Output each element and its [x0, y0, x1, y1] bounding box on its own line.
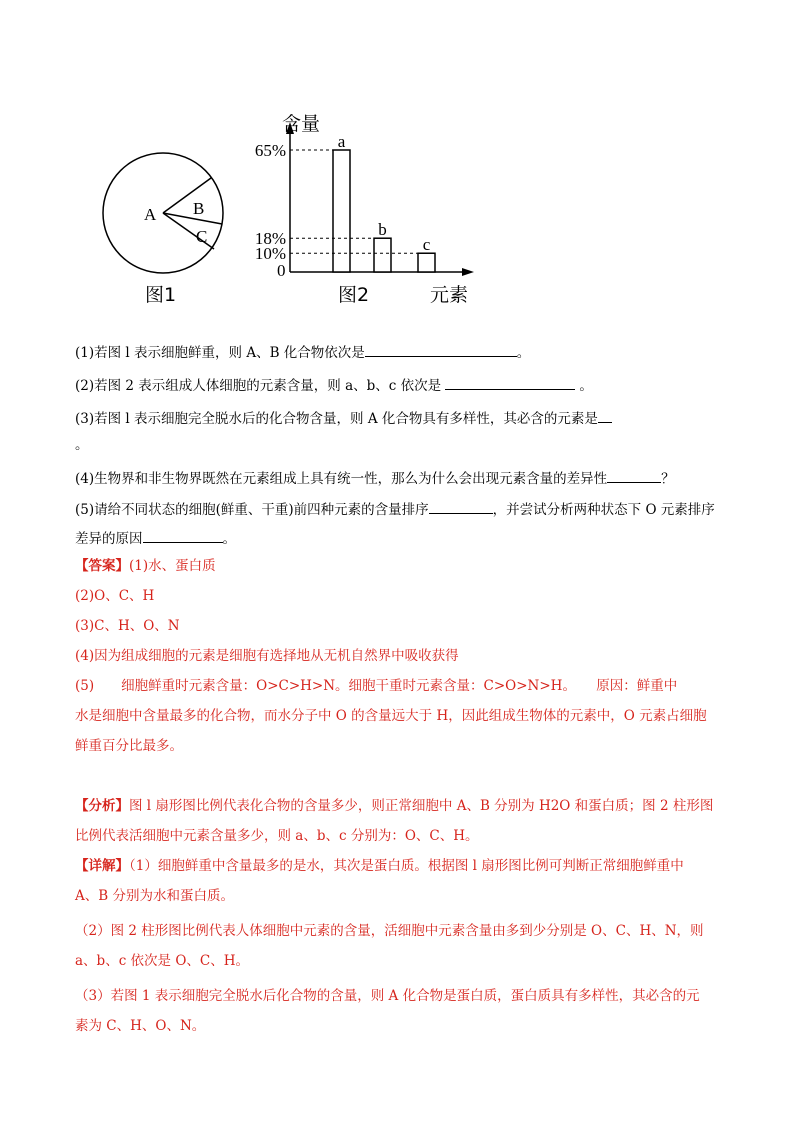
answer-line-5: [75, 677, 677, 695]
origin-label: 0: [277, 261, 286, 280]
figure-1-caption: 图1: [145, 284, 177, 306]
detail-line-4: [75, 952, 249, 970]
detail-line-5: [75, 987, 700, 1005]
detail-text-6: 素为 C、H、O、N。: [75, 1018, 206, 1034]
bar-c: [418, 253, 435, 272]
question-5-cont-after: 。: [222, 531, 236, 547]
bar-b: [374, 238, 391, 272]
answer-tag: 【答案】: [75, 558, 129, 574]
question-3: [75, 408, 612, 428]
bars-group: [255, 132, 435, 272]
answer-text-3: (3)C、H、O、N: [75, 618, 180, 634]
answer-text-2: (2)O、C、H: [75, 588, 155, 604]
question-5-text: (5)请给不同状态的细胞(鲜重、干重)前四种元素的含量排序: [75, 502, 429, 518]
analysis-text-1: 图 l 扇形图比例代表化合物的含量多少，则正常细胞中 A、B 分别为 H2O 和蛋白质；图 2 柱形图: [129, 798, 714, 814]
answer-text-6: 水是细胞中含量最多的化合物，而水分子中 O 的含量远大于 H，因此组成生物体的元素中，O 元素占细胞: [75, 708, 707, 724]
y-tick-label-a: 65%: [254, 141, 286, 160]
question-2: [75, 375, 593, 395]
answer-text-5: (5) 细胞鲜重时元素含量：O>C>H>N。细胞干重时元素含量：C>O>N>H。 原因：鲜重中: [75, 678, 678, 694]
answer-blank-1[interactable]: [365, 342, 517, 357]
question-4: [75, 468, 675, 488]
detail-line-2: [75, 887, 234, 905]
question-1-after: 。: [516, 345, 531, 361]
analysis-line-1: [75, 797, 713, 815]
question-3-text: (3)若图 l 表示细胞完全脱水后的化合物含量，则 A 化合物具有多样性，其必含的元素是: [75, 411, 598, 427]
detail-line-1: [75, 857, 684, 875]
figures-area: [90, 108, 510, 318]
answer-blank-2[interactable]: [445, 375, 575, 390]
answer-text-1: (1)水、蛋白质: [129, 558, 216, 574]
figure-2-caption: 图2: [338, 284, 370, 306]
question-5-cont: [75, 528, 236, 548]
question-5-after: ，并尝试分析两种状态下 O 元素排序: [492, 502, 715, 518]
answer-line-7: [75, 737, 183, 755]
detail-text-3: （2）图 2 柱形图比例代表人体细胞中元素的含量，活细胞中元素含量由多到少分别是 O、C、H、N，则: [75, 923, 704, 939]
question-2-text: (2)若图 2 表示组成人体细胞的元素含量，则 a、b、c 依次是: [75, 378, 442, 394]
answer-text-4: (4)因为组成细胞的元素是细胞有选择地从无机自然界中吸收获得: [75, 648, 459, 664]
detail-text-1: （1）细胞鲜重中含量最多的是水，其次是蛋白质。根据图 l 扇形图比例可判断正常细胞鲜重中: [129, 858, 684, 874]
answer-line-3: [75, 617, 180, 635]
answer-line-6: [75, 707, 707, 725]
question-3-cont: [75, 436, 89, 454]
detail-tag: 【详解】: [75, 858, 129, 874]
bar-a: [333, 150, 350, 272]
answer-line-1: [75, 557, 216, 575]
question-5-cont-text: 差异的原因: [75, 531, 143, 547]
detail-text-5: （3）若图 1 表示细胞完全脱水后化合物的含量，则 A 化合物是蛋白质，蛋白质具有多样性，其必含的元: [75, 988, 700, 1004]
analysis-line-2: [75, 827, 479, 845]
y-tick-label-c: 10%: [254, 244, 286, 264]
analysis-text-2: 比例代表活细胞中元素含量多少，则 a、b、c 分别为：O、C、H。: [75, 828, 479, 844]
question-3-cont-text: 。: [75, 437, 89, 453]
question-4-text: (4)生物界和非生物界既然在元素组成上具有统一性，那么为什么会出现元素含量的差异性: [75, 471, 608, 487]
pie-label-b: B: [193, 199, 205, 218]
bar-label-a: a: [337, 132, 346, 151]
answer-blank-4[interactable]: [607, 468, 661, 483]
bar-label-b: b: [378, 220, 387, 240]
question-5: [75, 499, 715, 519]
question-4-after: ？: [661, 471, 675, 487]
x-axis-arrow: [462, 268, 474, 276]
answer-line-4: [75, 647, 459, 665]
question-1: [75, 342, 530, 362]
figure-2-bar-chart: [90, 108, 510, 318]
detail-line-6: [75, 1017, 205, 1035]
pie-label-a: A: [144, 205, 157, 224]
answer-text-7: 鲜重百分比最多。: [75, 738, 183, 754]
analysis-tag: 【分析】: [75, 798, 129, 814]
answer-blank-3[interactable]: [598, 408, 612, 423]
question-1-text: (1)若图 l 表示细胞鲜重，则 A、B 化合物依次是: [75, 345, 365, 361]
pie-label-c: C: [196, 227, 208, 246]
x-axis-title: 元素: [430, 284, 469, 306]
question-2-after: 。: [575, 378, 593, 394]
y-axis-title: 含量: [282, 113, 321, 135]
bar-label-c: c: [422, 235, 431, 255]
answer-blank-5[interactable]: [429, 499, 493, 514]
detail-line-3: [75, 922, 704, 940]
answer-line-2: [75, 587, 154, 605]
answer-blank-6[interactable]: [143, 528, 223, 543]
y-tick-label-b: 18%: [254, 229, 286, 249]
detail-text-4: a、b、c 依次是 O、C、H。: [75, 953, 250, 969]
detail-text-2: A、B 分别为水和蛋白质。: [75, 888, 234, 904]
